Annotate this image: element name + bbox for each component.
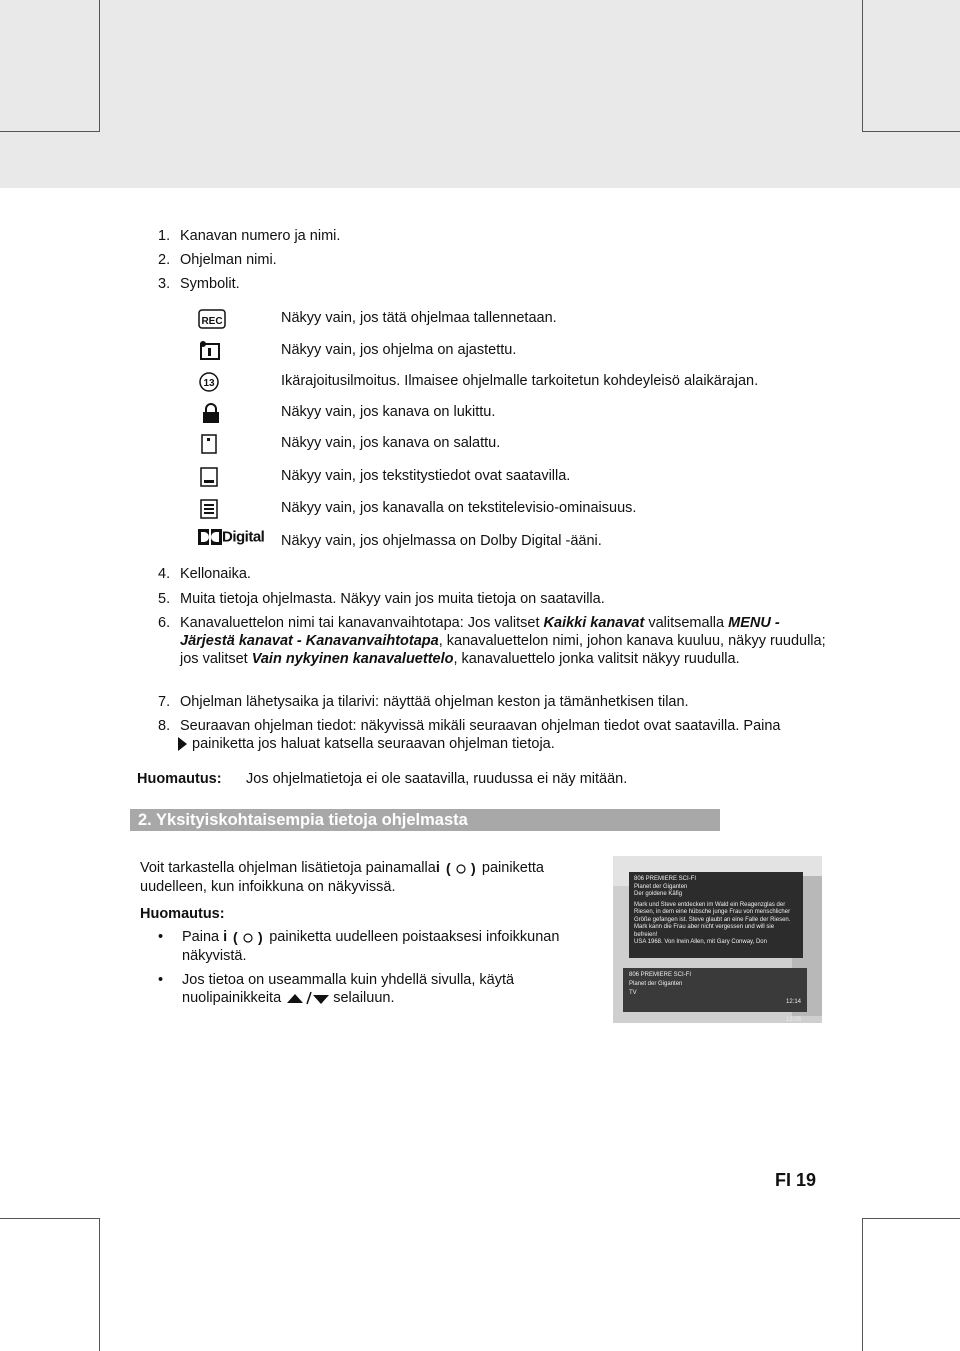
info-window-screenshot	[613, 856, 822, 1023]
note-label: Huomautus:	[137, 771, 222, 787]
list-item: 7. Ohjelman lähetysaika ja tilarivi: näyttää ohjelman keston ja tämänhetkisen tilan.	[158, 694, 689, 710]
info-button-icon	[231, 928, 265, 946]
list-item: 6. Kanavaluettelon nimi tai kanavanvaihtotapa: Jos valitset Kaikki kanavat valitsemalla MENU - Järjestä kanavat - Kanavanvaihtotapa, kanavaluettelon nimi, johon kanava kuuluu, näkyy ruudulla; jos valitset Vain nykyinen kanavaluettelo, kanavaluettelo jonka valitsit näkyy ruudulla.	[158, 615, 826, 667]
lock-icon	[198, 402, 226, 424]
teletext-icon	[198, 498, 226, 520]
list-item-continuation: painiketta jos haluat katsella seuraavan ohjelman tietoja.	[176, 736, 555, 752]
crop-mark	[862, 1218, 960, 1219]
bullet-continuation: nuolipainikkeita selailuun.	[182, 990, 395, 1006]
bullet-continuation: näkyvistä.	[182, 948, 247, 964]
list-item: 5. Muita tietoja ohjelmasta. Näkyy vain jos muita tietoja on saatavilla.	[158, 591, 605, 607]
symbol-description: Näkyy vain, jos kanava on salattu.	[281, 435, 501, 451]
rec-icon	[198, 308, 226, 330]
right-arrow-icon	[176, 736, 188, 752]
timer-icon	[198, 340, 226, 362]
header-band	[0, 0, 960, 188]
crop-mark	[0, 131, 99, 132]
list-item: 1. Kanavan numero ja nimi.	[158, 228, 341, 244]
list-item: 4. Kellonaika.	[158, 566, 251, 582]
note-label: Huomautus:	[140, 906, 225, 922]
crop-mark	[99, 0, 100, 132]
crop-mark	[862, 1218, 863, 1351]
symbol-description: Näkyy vain, jos ohjelma on ajastettu.	[281, 342, 517, 358]
symbol-description: Näkyy vain, jos kanavalla on tekstitelevisio-ominaisuus.	[281, 500, 637, 516]
svg-text:): )	[258, 929, 263, 945]
crop-mark	[862, 0, 863, 132]
up-down-arrow-icon	[285, 990, 329, 1006]
crop-mark	[0, 1218, 99, 1219]
list-item: 8. Seuraavan ohjelman tiedot: näkyvissä mikäli seuraavan ohjelman tiedot ovat saatavilla. Paina	[158, 718, 781, 734]
svg-text:): )	[470, 860, 476, 876]
subtitle-icon	[198, 466, 226, 488]
symbol-description: Näkyy vain, jos tätä ohjelmaa tallennetaan.	[281, 310, 557, 326]
age-13-icon	[198, 371, 226, 393]
symbol-description: Näkyy vain, jos tekstitystiedot ovat saatavilla.	[281, 468, 571, 484]
scrambled-icon	[198, 433, 226, 455]
section-heading: 2. Yksityiskohtaisempia tietoja ohjelmasta	[130, 809, 720, 831]
bullet-item: • Paina i ( ) painiketta uudelleen poistaaksesi infoikkunan	[158, 928, 560, 945]
symbol-description: Ikärajoitusilmoitus. Ilmaisee ohjelmalle tarkoitetun kohdeyleisö alaikärajan.	[281, 373, 759, 389]
svg-text:REC: REC	[201, 316, 223, 327]
note-text: Jos ohjelmatietoja ei ole saatavilla, ruudussa ei näy mitään.	[246, 771, 628, 787]
list-item: 3. Symbolit.	[158, 276, 240, 292]
age-label: 13	[203, 378, 215, 389]
info-button-icon	[444, 859, 478, 877]
page-number: FI 19	[775, 1170, 817, 1190]
list-item: 2. Ohjelman nimi.	[158, 252, 277, 268]
info-bar: 806 PREMIERE SCI-FI Planet der Giganten TV 12:14 13:05	[623, 968, 807, 1012]
crop-mark	[862, 131, 960, 132]
crop-mark	[99, 1218, 100, 1351]
section-text: uudelleen, kun infoikkuna on näkyvissä.	[140, 879, 396, 895]
svg-text:(: (	[445, 860, 451, 876]
svg-text:(: (	[233, 929, 238, 945]
symbol-description: Näkyy vain, jos ohjelmassa on Dolby Digital -ääni.	[281, 533, 602, 549]
dolby-digital-icon	[198, 528, 264, 548]
symbol-description: Näkyy vain, jos kanava on lukittu.	[281, 404, 496, 420]
info-panel: 806 PREMIERE SCI-FI Planet der Giganten Der goldene Käfig Mark und Steve entdecken im Wald ein Reagenzglas der Riesen, in dem eine hübsche junge Frau von menschlicher Größe gefangen ist. Steve glaubt an eine Falle der Riesen. Mark kann die Frau aber nicht vergessen und will sie befreien! USA 1968. Von Irwin Allen, mit Gary Conway, Don	[629, 872, 803, 958]
section-text: Voit tarkastella ohjelman lisätietoja painamallai ( ) painiketta	[140, 859, 544, 876]
dolby-label: Digital	[222, 528, 265, 546]
bullet-item: • Jos tietoa on useammalla kuin yhdellä sivulla, käytä	[158, 972, 515, 988]
